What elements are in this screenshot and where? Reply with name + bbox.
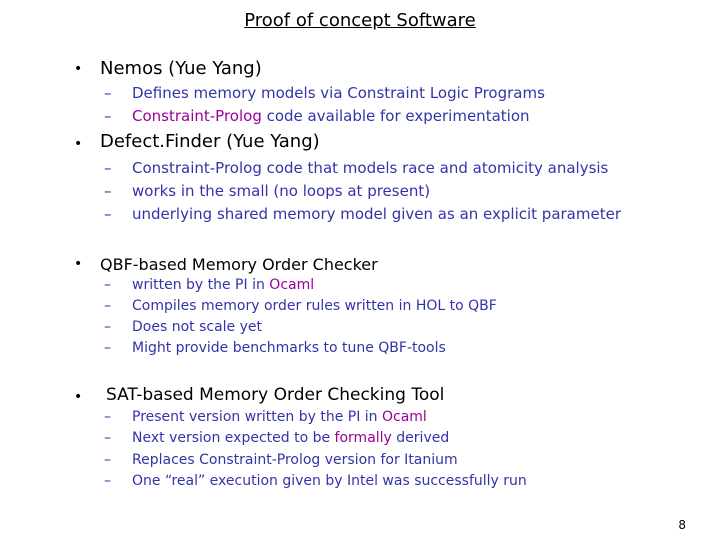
highlight-text: formally bbox=[334, 430, 392, 446]
list-item: Might provide benchmarks to tune QBF-tools bbox=[132, 340, 446, 356]
dash-icon: – bbox=[104, 430, 111, 446]
dash-icon: – bbox=[104, 298, 111, 314]
item-text: Next version expected to be bbox=[132, 430, 335, 446]
list-item: underlying shared memory model given as an explicit parameter bbox=[132, 205, 621, 223]
dash-icon: – bbox=[104, 319, 111, 335]
page-number: 8 bbox=[678, 518, 686, 532]
highlight-text: Ocaml bbox=[382, 409, 427, 425]
dash-icon: – bbox=[104, 205, 112, 223]
highlight-text: Constraint-Prolog bbox=[132, 107, 262, 125]
slide-title: Proof of concept Software bbox=[244, 10, 476, 31]
bullet-icon: • bbox=[74, 389, 83, 405]
item-text: written by the PI in bbox=[132, 277, 270, 293]
item-text: Present version written by the PI in bbox=[132, 409, 382, 425]
dash-icon: – bbox=[104, 84, 112, 102]
bullet-icon: • bbox=[74, 136, 83, 152]
dash-icon: – bbox=[104, 340, 111, 356]
section-heading-nemos: Nemos (Yue Yang) bbox=[100, 58, 262, 79]
item-text-tail: derived bbox=[391, 430, 450, 446]
dash-icon: – bbox=[104, 409, 111, 425]
dash-icon: – bbox=[104, 182, 112, 200]
bullet-icon: • bbox=[74, 61, 83, 77]
list-item bbox=[132, 277, 314, 293]
dash-icon: – bbox=[104, 473, 111, 489]
list-item bbox=[132, 430, 449, 446]
dash-icon: – bbox=[104, 452, 111, 468]
list-item: Does not scale yet bbox=[132, 319, 262, 335]
dash-icon: – bbox=[104, 159, 112, 177]
list-item: Replaces Constraint-Prolog version for Itanium bbox=[132, 452, 458, 468]
dash-icon: – bbox=[104, 107, 112, 125]
list-item: Compiles memory order rules written in HOL to QBF bbox=[132, 298, 497, 314]
section-heading-defectfinder: Defect.Finder (Yue Yang) bbox=[100, 131, 320, 152]
list-item bbox=[132, 409, 427, 425]
list-item: Defines memory models via Constraint Logic Programs bbox=[132, 84, 545, 102]
highlight-text: Ocaml bbox=[269, 277, 315, 293]
list-item: Constraint-Prolog code that models race and atomicity analysis bbox=[132, 159, 609, 177]
bullet-icon: • bbox=[74, 256, 83, 272]
list-item: One “real” execution given by Intel was successfully run bbox=[132, 473, 527, 489]
list-item: works in the small (no loops at present) bbox=[132, 182, 431, 200]
list-item bbox=[132, 107, 530, 125]
section-heading-sat: SAT-based Memory Order Checking Tool bbox=[106, 385, 445, 405]
dash-icon: – bbox=[104, 277, 111, 293]
section-heading-qbf: QBF-based Memory Order Checker bbox=[100, 255, 378, 274]
item-text: code available for experimentation bbox=[261, 107, 530, 125]
